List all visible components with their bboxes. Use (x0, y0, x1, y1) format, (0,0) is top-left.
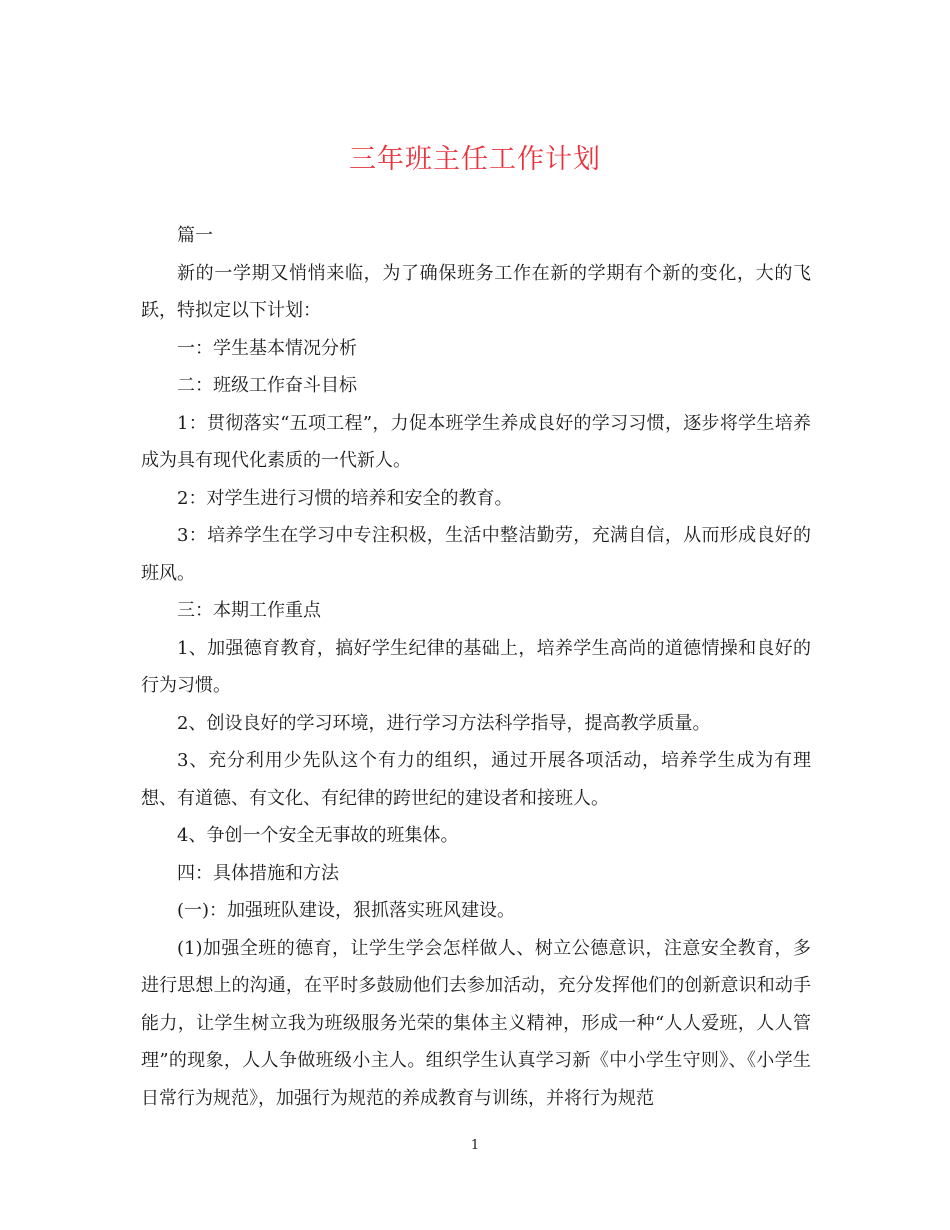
paragraph: 1：贯彻落实“五项工程”，力促本班学生养成良好的学习习惯，逐步将学生培养成为具有现代化素质的一代新人。 (141, 412, 811, 471)
section-heading: 三：本期工作重点 (177, 600, 321, 621)
section-heading: 四：具体措施和方法 (177, 862, 339, 884)
paragraph: (1)加强全班的德育，让学生学会怎样做人、树立公德意识，注意安全教育，多进行思想上的沟通，在平时多鼓励他们去参加活动，充分发挥他们的创新意识和动手能力，让学生树立我为班级服务光荣的集体主义精神，形成一种“人人爱班，人人管理”的现象，人人争做班级小主人。组织学生认真学习新《中小学生守则》、《小学生日常行为规范》，加强行为规范的养成教育与训练，并将行为规范 (141, 937, 811, 1109)
paragraph: 4、争创一个安全无事故的班集体。 (177, 825, 459, 846)
page-number: 1 (470, 1138, 480, 1153)
paragraph: 新的一学期又悄悄来临，为了确保班务工作在新的学期有个新的变化，大的飞跃，特拟定以下计划： (141, 262, 811, 321)
section-heading: 一：学生基本情况分析 (177, 337, 357, 359)
paragraph: 2：对学生进行习惯的培养和安全的教育。 (177, 487, 513, 509)
paragraph: (一)：加强班队建设，狠抓落实班风建设。 (177, 900, 516, 921)
document-body (141, 217, 811, 1117)
section-heading: 二：班级工作奋斗目标 (177, 375, 357, 396)
paragraph: 1、加强德育教育，搞好学生纪律的基础上，培养学生高尚的道德情操和良好的行为习惯。 (141, 637, 811, 696)
paragraph: 2、创设良好的学习环境，进行学习方法科学指导，提高教学质量。 (177, 712, 711, 734)
paragraph: 3：培养学生在学习中专注积极，生活中整洁勤劳，充满自信，从而形成良好的班风。 (141, 525, 811, 584)
section-heading: 篇一 (177, 225, 213, 246)
document-title: 三年班主任工作计划 (349, 144, 601, 175)
paragraph: 3、充分利用少先队这个有力的组织，通过开展各项活动，培养学生成为有理想、有道德、有文化、有纪律的跨世纪的建设者和接班人。 (141, 750, 811, 809)
